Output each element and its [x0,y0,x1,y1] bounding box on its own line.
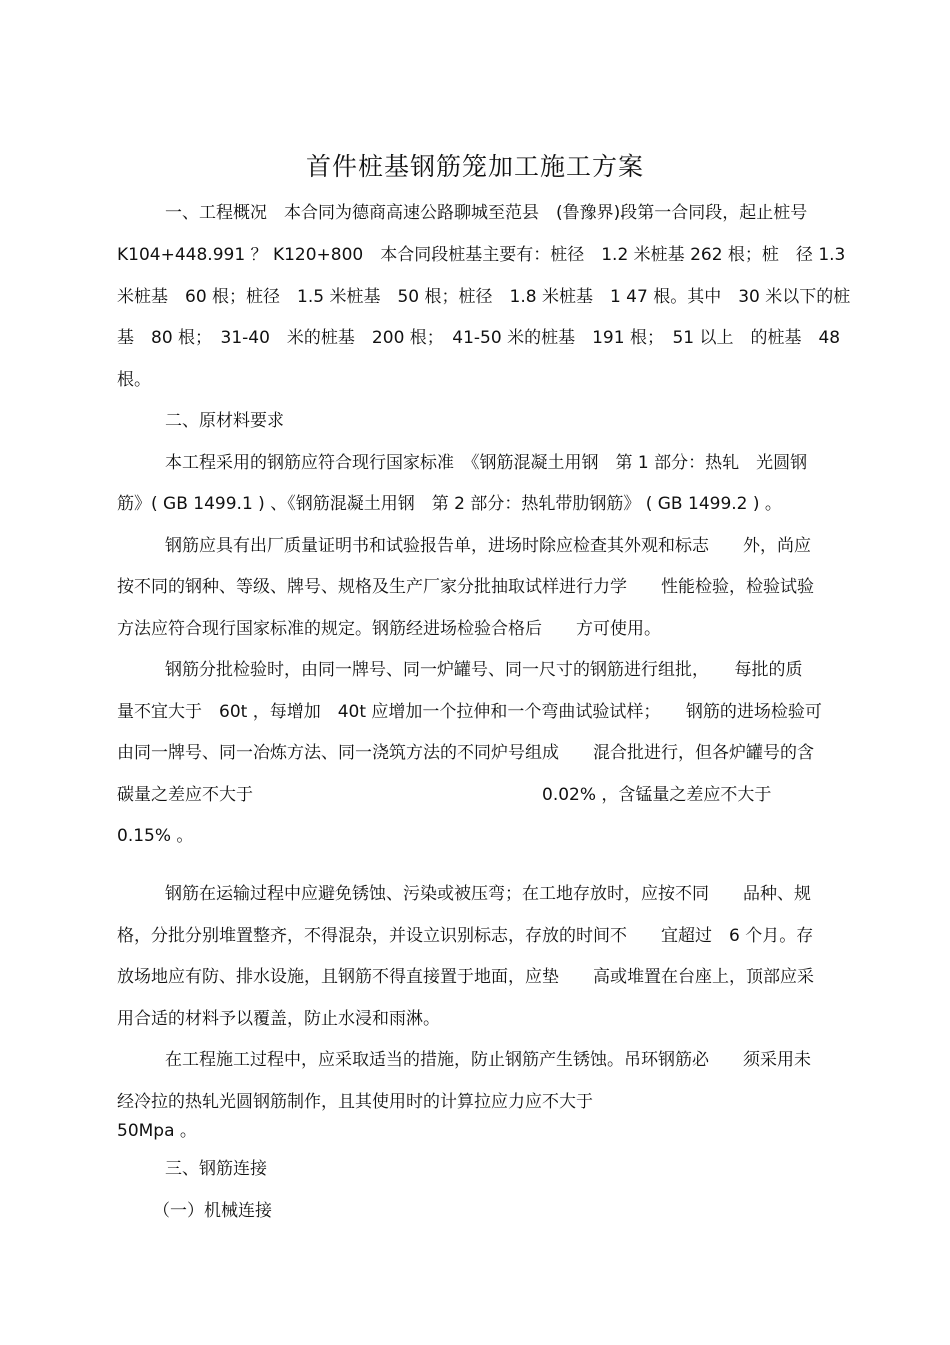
paragraph-line: 根。 [117,370,151,390]
paragraph-line: 格，分批分别堆置整齐，不得混杂，并设立识别标志，存放的时间不 宜超过 6 个月。存 [117,926,814,946]
section-heading: 二、原材料要求 [165,411,284,431]
paragraph-line: 钢筋在运输过程中应避免锈蚀、污染或被压弯；在工地存放时，应按不同 品种、规 [165,884,811,904]
paragraph-line: 50Mpa 。 [117,1121,197,1141]
paragraph-line: 方法应符合现行国家标准的规定。钢筋经进场检验合格后 方可使用。 [117,619,661,639]
paragraph-line: 筋》( GB 1499.1 ) 、《钢筋混凝土用钢 第 2 部分：热轧带肋钢筋》 ( GB 1499.2 ) 。 [117,494,782,514]
paragraph-line: 在工程施工过程中，应采取适当的措施，防止钢筋产生锈蚀。吊环钢筋必 须采用未 [165,1050,811,1070]
section-heading: 三、钢筋连接 [165,1159,267,1179]
paragraph-line: 量不宜大于 60t ，每增加 40t 应增加一个拉伸和一个弯曲试验试样； 钢筋的进场检验可 [117,702,822,722]
paragraph-line: 一、工程概况 本合同为德商高速公路聊城至范县 (鲁豫界)段第一合同段，起止桩号 [165,203,808,223]
paragraph-line: 碳量之差应不大于 0.02% ，含锰量之差应不大于 [117,785,772,805]
paragraph-line: 经冷拉的热轧光圆钢筋制作，且其使用时的计算拉应力应不大于 [117,1092,593,1112]
paragraph-line: 由同一牌号、同一冶炼方法、同一浇筑方法的不同炉号组成 混合批进行，但各炉罐号的含 [117,743,814,763]
document-title: 首件桩基钢筋笼加工施工方案 [305,152,644,181]
paragraph-line: 米桩基 60 根；桩径 1.5 米桩基 50 根；桩径 1.8 米桩基 1 47 根。其中 30 米以下的桩 [117,287,851,307]
subsection-heading: （一）机械连接 [153,1201,272,1221]
paragraph-line: 按不同的钢种、等级、牌号、规格及生产厂家分批抽取试样进行力学 性能检验，检验试验 [117,577,814,597]
paragraph-line: K104+448.991 ？ K120+800 本合同段桩基主要有：桩径 1.2 米桩基 262 根；桩 径 1.3 [117,245,846,265]
paragraph-line: 钢筋应具有出厂质量证明书和试验报告单，进场时除应检查其外观和标志 外，尚应 [165,536,811,556]
paragraph-line: 用合适的材料予以覆盖，防止水浸和雨淋。 [117,1009,440,1029]
paragraph-line: 放场地应有防、排水设施，且钢筋不得直接置于地面，应垫 高或堆置在台座上，顶部应采 [117,967,814,987]
paragraph-line: 0.15% 。 [117,826,194,846]
paragraph-line: 本工程采用的钢筋应符合现行国家标准 《钢筋混凝土用钢 第 1 部分：热轧 光圆钢 [165,453,808,473]
paragraph-line: 钢筋分批检验时，由同一牌号、同一炉罐号、同一尺寸的钢筋进行组批， 每批的质 [165,660,803,680]
paragraph-line: 基 80 根； 31-40 米的桩基 200 根； 41-50 米的桩基 191 根； 51 以上 的桩基 48 [117,328,841,348]
